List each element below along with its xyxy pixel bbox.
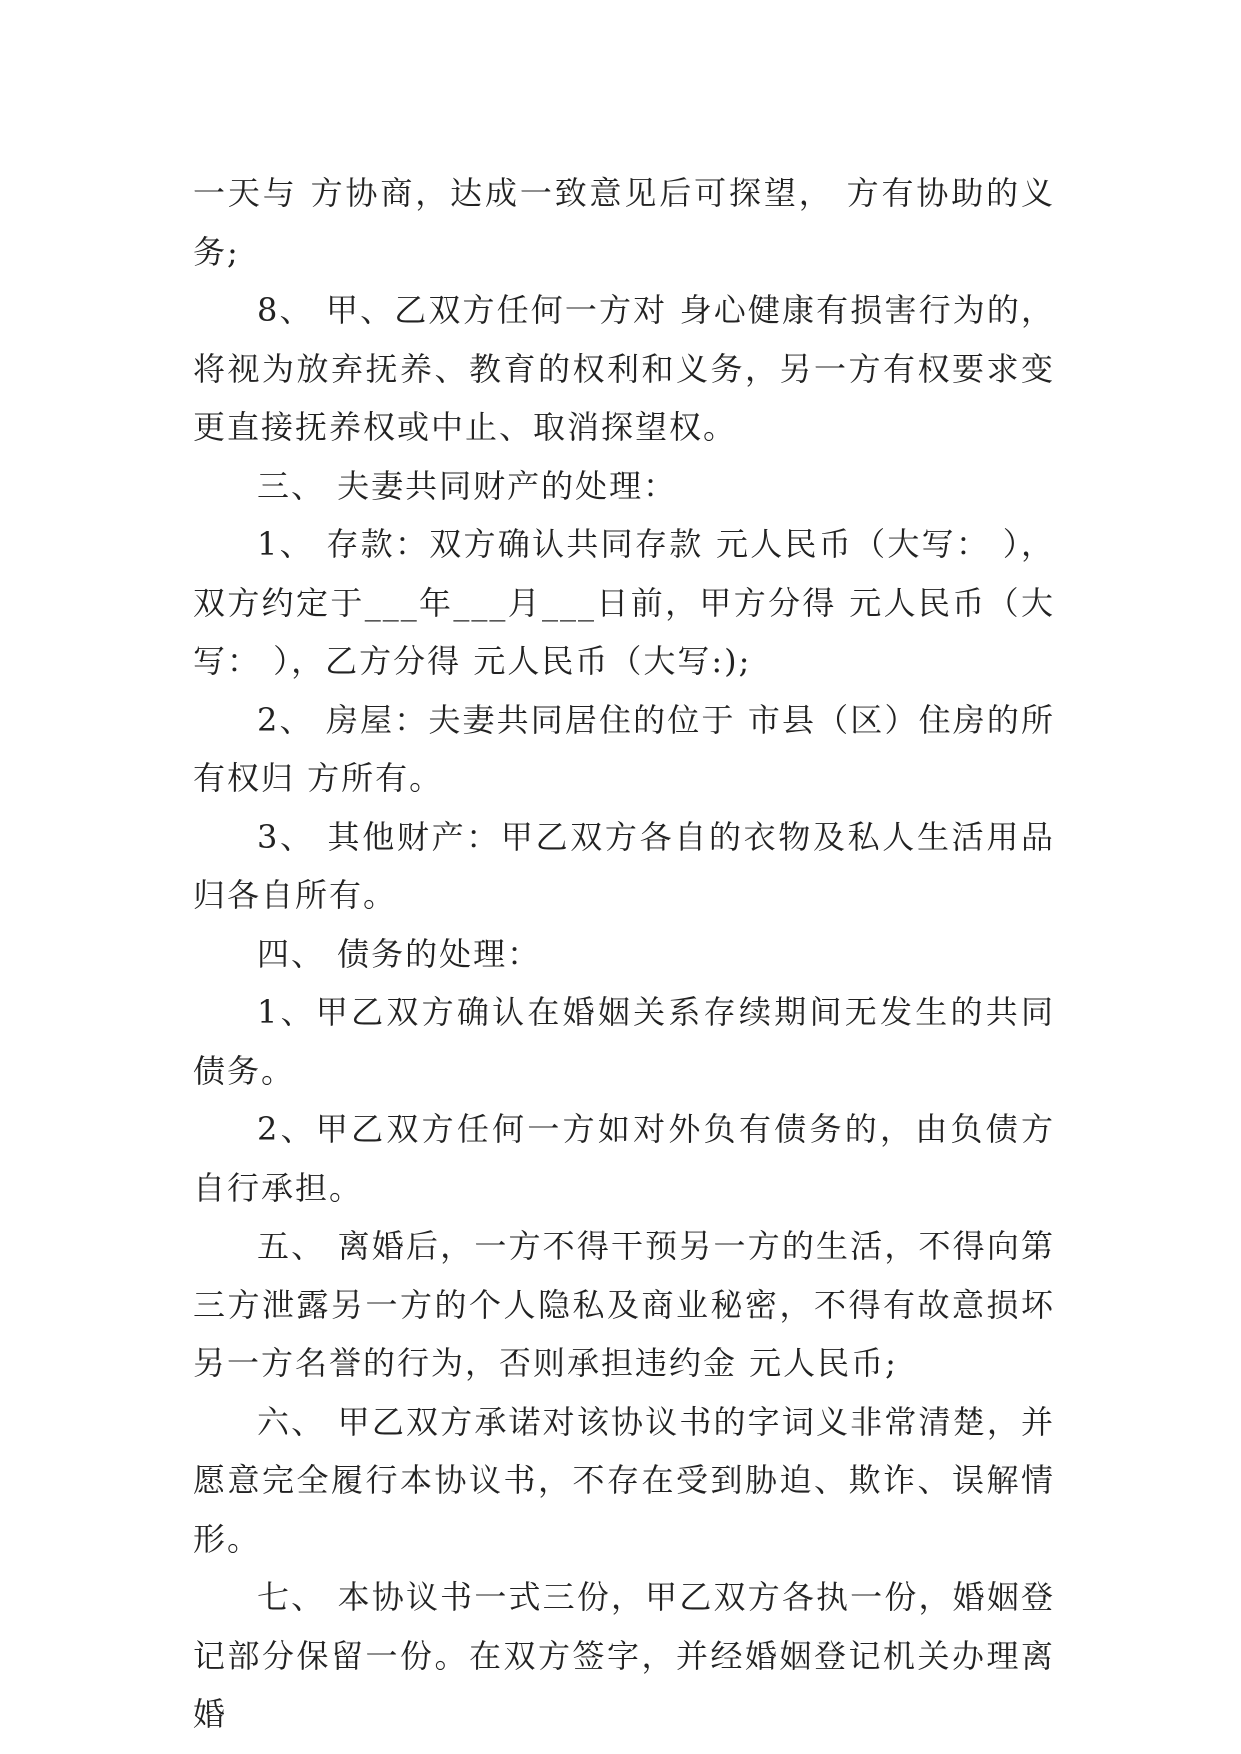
paragraph-debt-1: 1、甲乙双方确认在婚姻关系存续期间无发生的共同债务。 bbox=[193, 993, 1055, 1090]
paragraph-section-6: 六、 甲乙双方承诺对该协议书的字词义非常清楚，并愿意完全履行本协议书，不存在受到胁迫、欺诈、误解情形。 bbox=[193, 1402, 1055, 1558]
section-heading-debt: 四、 债务的处理： bbox=[257, 934, 542, 973]
paragraph-other-property: 3、 其他财产：甲乙双方各自的衣物及私人生活用品归各自所有。 bbox=[193, 817, 1055, 914]
paragraph-debt-2: 2、甲乙双方任何一方如对外负有债务的，由负债方自行承担。 bbox=[193, 1110, 1055, 1207]
document-body bbox=[193, 164, 1055, 1744]
paragraph-section-7: 七、 本协议书一式三份，甲乙双方各执一份，婚姻登记部分保留一份。在双方签字，并经婚姻登记机关办理离婚 bbox=[193, 1578, 1055, 1733]
paragraph-continuation: 一天与 方协商，达成一致意见后可探望， 方有协助的义务; bbox=[193, 174, 1055, 271]
paragraph-savings: 1、 存款：双方确认共同存款 元人民币（大写： ），双方约定于___年___月___日前，甲方分得 元人民币（大写： ），乙方分得 元人民币（大写:); bbox=[193, 525, 1055, 680]
paragraph-section-5: 五、 离婚后，一方不得干预另一方的生活，不得向第三方泄露另一方的个人隐私及商业秘密，不得有故意损坏另一方名誉的行为，否则承担违约金 元人民币; bbox=[193, 1227, 1055, 1382]
section-heading-property: 三、 夫妻共同财产的处理： bbox=[257, 466, 678, 505]
paragraph-item-8: 8、 甲、乙双方任何一方对 身心健康有损害行为的，将视为放弃抚养、教育的权利和义务，另一方有权要求变更直接抚养权或中止、取消探望权。 bbox=[193, 291, 1055, 446]
paragraph-house: 2、 房屋：夫妻共同居住的位于 市县（区）住房的所有权归 方所有。 bbox=[193, 700, 1055, 797]
